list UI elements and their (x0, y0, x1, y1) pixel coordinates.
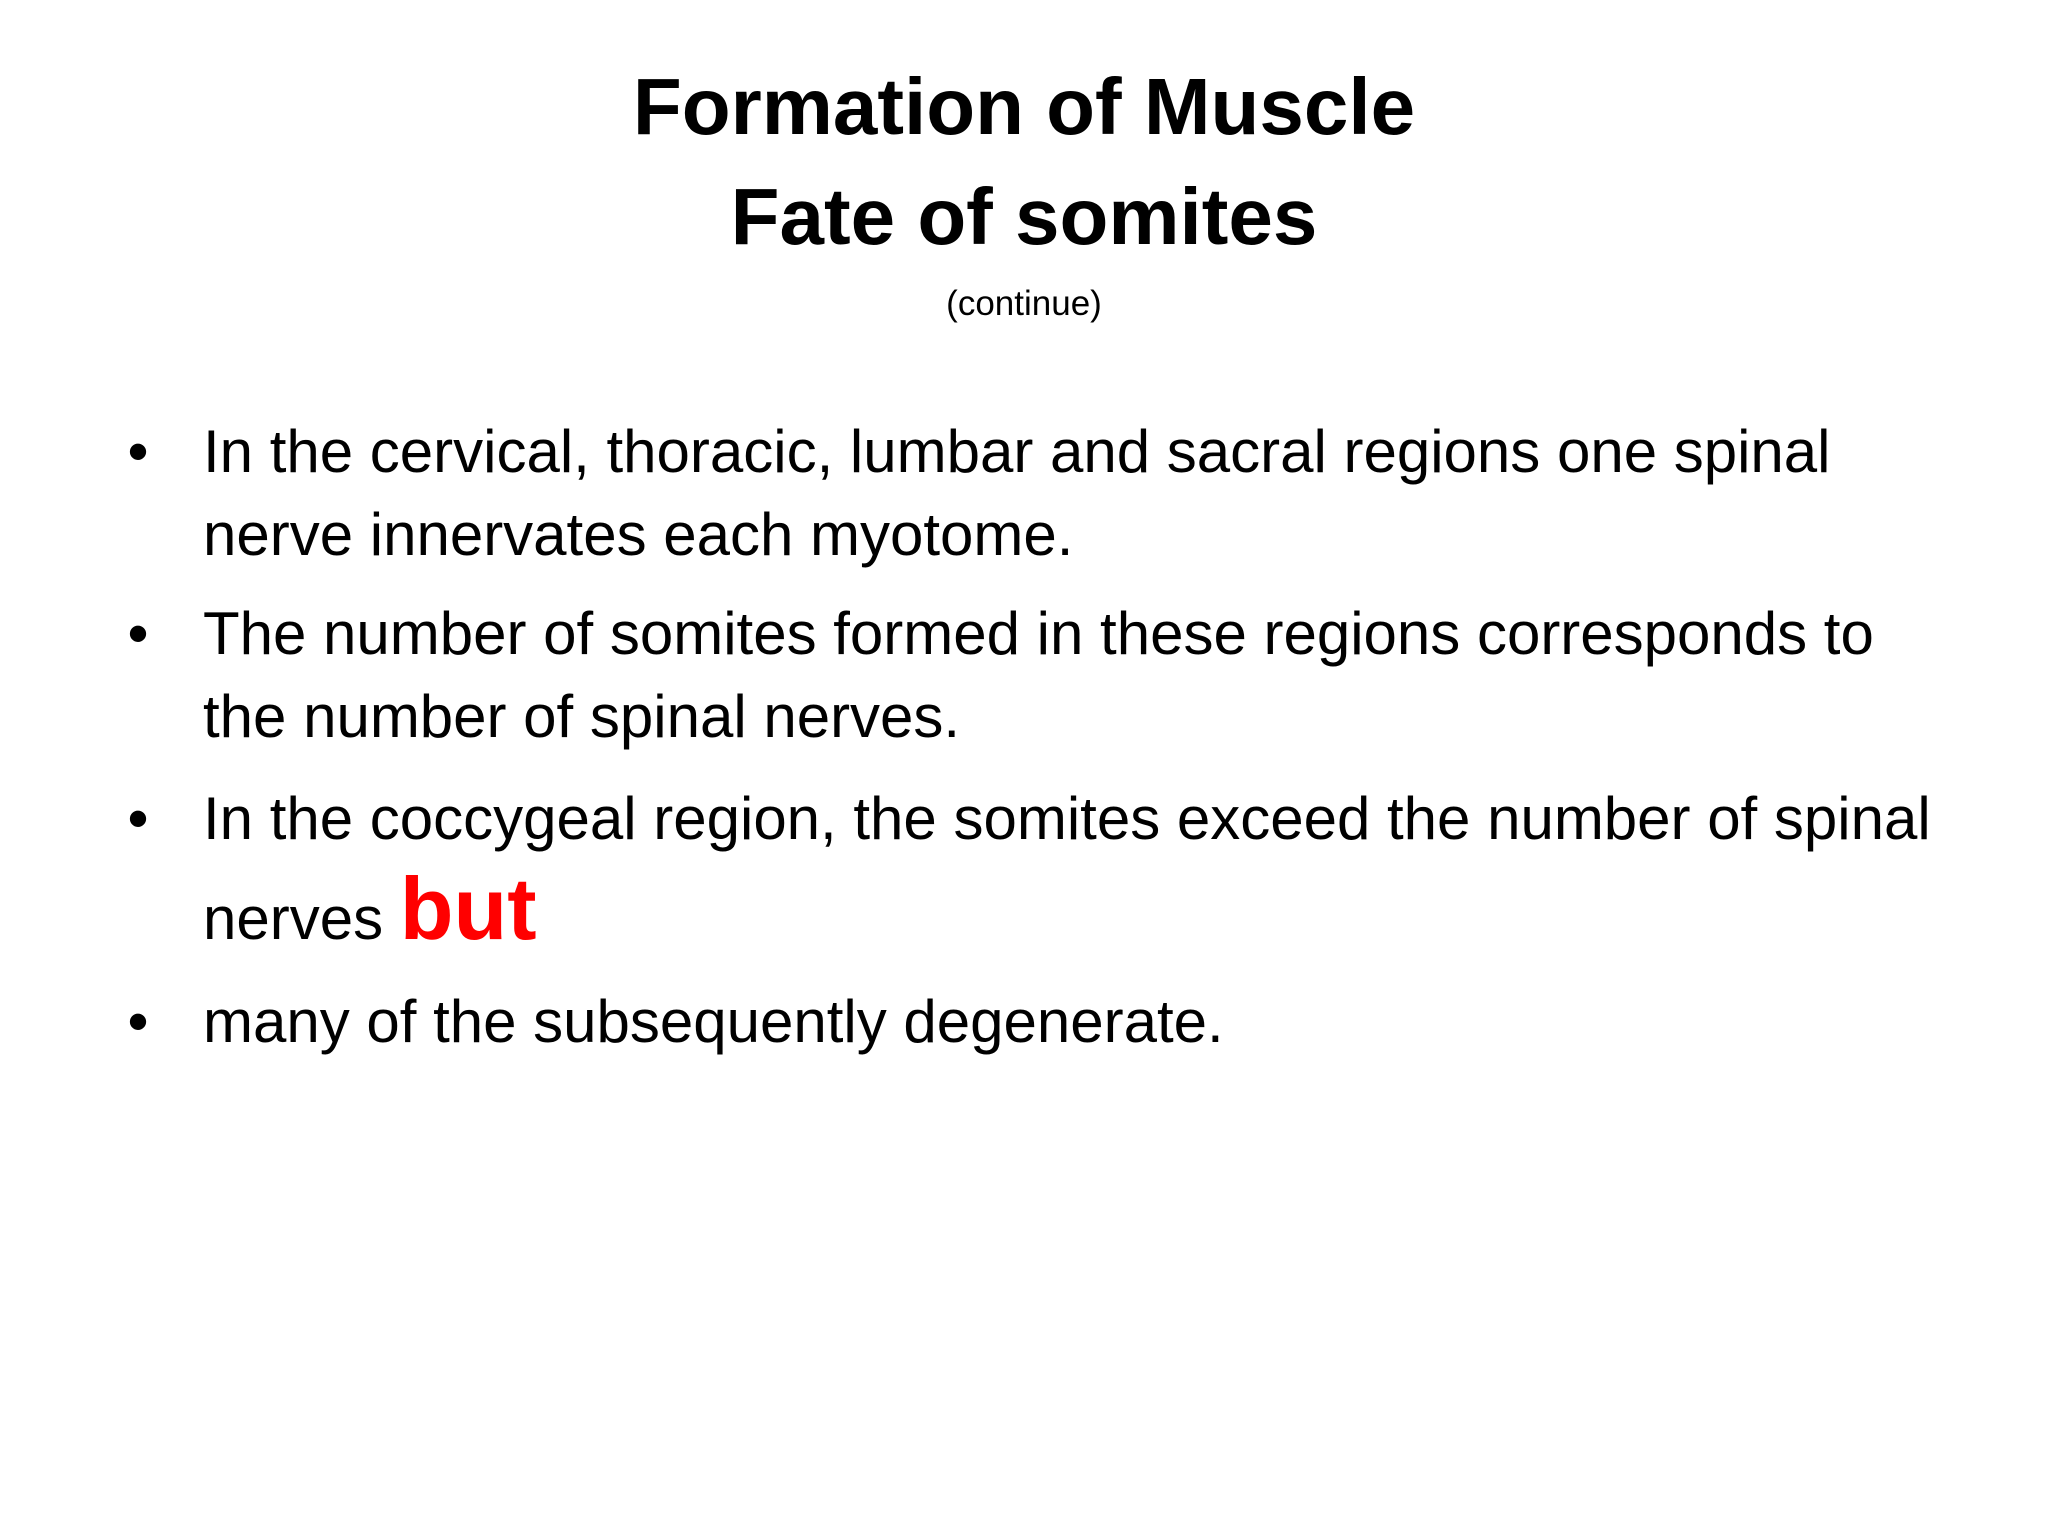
bullet-list (118, 410, 1948, 1079)
bullet-icon: • (127, 988, 149, 1055)
bullet-text: In the coccygeal region, the somites exceed the number of spinal nerves (203, 785, 1931, 952)
slide-title-secondary: Fate of somites (730, 172, 1318, 261)
title-block (0, 52, 2048, 326)
emphasis-word: but (399, 859, 537, 958)
bullet-icon: • (127, 785, 149, 852)
bullet-item (118, 592, 1948, 758)
bullet-text: In the cervical, thoracic, lumbar and sacral regions one spinal nerve innervates each myotome. (203, 418, 1831, 568)
slide-title: Formation of Muscle (632, 62, 1416, 151)
bullet-item (118, 774, 1948, 964)
bullet-item (118, 980, 1948, 1063)
bullet-text: The number of somites formed in these regions corresponds to the number of spinal nerves. (203, 600, 1874, 750)
slide-subtitle: (continue) (946, 284, 1102, 323)
bullet-icon: • (127, 600, 149, 667)
bullet-text: many of the subsequently degenerate. (203, 988, 1224, 1055)
bullet-icon: • (127, 418, 149, 485)
bullet-item (118, 410, 1948, 576)
